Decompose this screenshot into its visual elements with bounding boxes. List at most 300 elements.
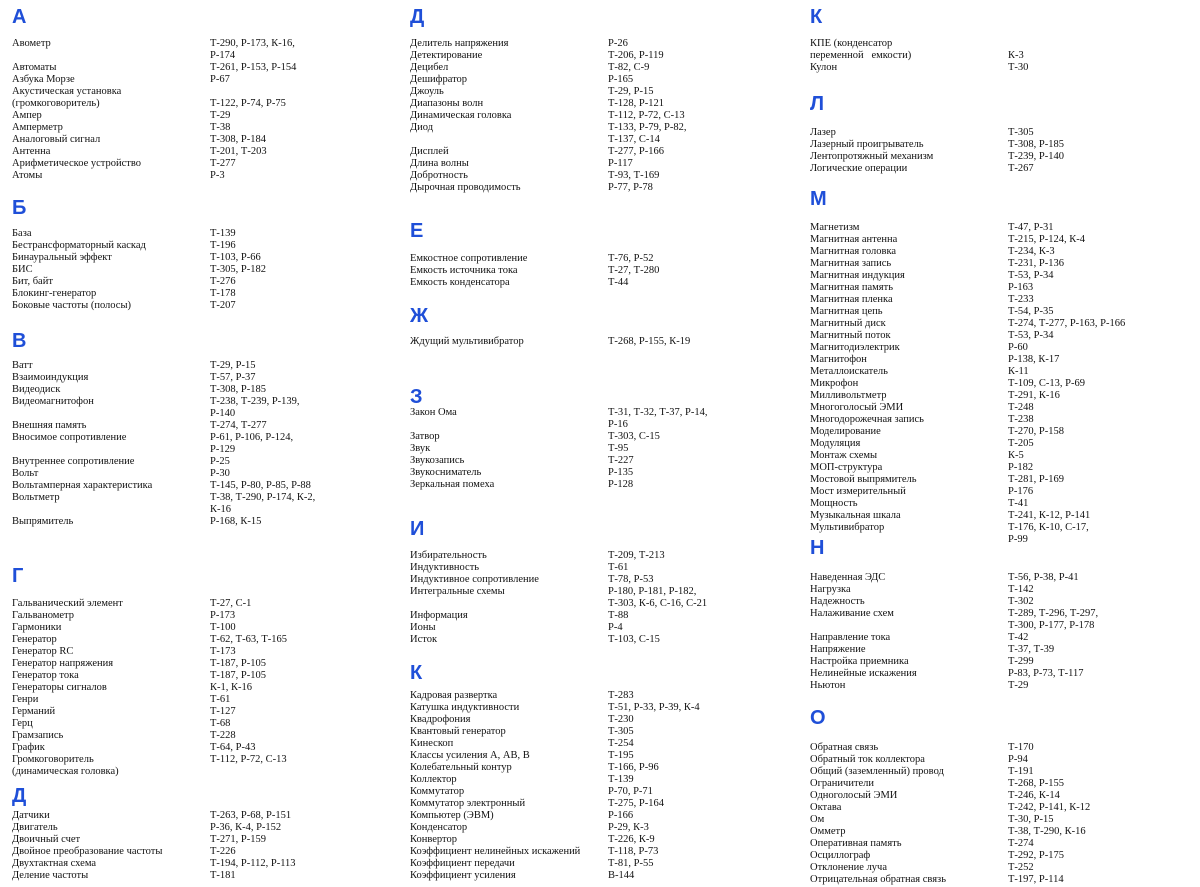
index-entry: [12, 622, 400, 634]
entry-term: Детектирование: [410, 50, 483, 61]
index-entry: [810, 850, 1200, 862]
entry-term: Кулон: [810, 62, 838, 73]
entry-page-refs: Т-118, Р-73: [608, 846, 659, 857]
entry-term: Октава: [810, 802, 842, 813]
entry-term: Антенна: [12, 146, 51, 157]
entry-term: Исток: [410, 634, 438, 645]
entry-term: База: [12, 228, 32, 239]
index-entry: [410, 846, 800, 858]
entry-page-refs: Т-230: [608, 714, 634, 725]
index-entry: [12, 396, 400, 420]
entry-term: Германий: [12, 706, 56, 717]
entry-term: Квантовый генератор: [410, 726, 506, 737]
index-entry: [810, 862, 1200, 874]
index-entry: [12, 110, 400, 122]
entry-page-refs: Т-166, Р-96: [608, 762, 659, 773]
entry-term: Вольтамперная характеристика: [12, 480, 153, 491]
index-entry: [410, 834, 800, 846]
entry-page-refs: Т-82, С-9: [608, 62, 650, 73]
entry-page-refs: Т-38: [210, 122, 231, 133]
entry-page-refs: Т-187, Р-105: [210, 670, 266, 681]
entry-term: БИС: [12, 264, 33, 275]
entry-term: Магнитная запись: [810, 258, 892, 269]
entry-page-refs: Т-277: [210, 158, 236, 169]
entry-term: Генератор RC: [12, 646, 74, 657]
entry-term: Лазер: [810, 127, 836, 138]
entry-page-refs: Т-274: [1008, 838, 1034, 849]
entry-page-refs: Т-112, Р-72, С-13: [608, 110, 685, 121]
entry-page-refs: Р-29, К-3: [608, 822, 649, 833]
index-entry: [12, 516, 400, 528]
index-entry: [410, 634, 800, 646]
index-entry: [12, 468, 400, 480]
entry-term: Коэффициент усиления: [410, 870, 516, 881]
entry-page-refs: Т-112, Р-72, С-13: [210, 754, 287, 765]
entry-term: Затвор: [410, 431, 440, 442]
entry-page-refs: Т-289, Т-296, Т-297, Т-300, Р-177, Р-178: [1008, 608, 1099, 631]
index-entry: [12, 718, 400, 730]
entry-term: Вольтметр: [12, 492, 60, 503]
entry-term: Направление тока: [810, 632, 891, 643]
entry-term: Генератор напряжения: [12, 658, 114, 669]
entry-term: Микрофон: [810, 378, 859, 389]
entry-term: Акустическая установка (громкоговоритель): [12, 86, 122, 109]
entry-page-refs: Т-252: [1008, 862, 1034, 873]
section-letter: К: [810, 6, 823, 28]
index-entry: [810, 246, 1200, 258]
entry-page-refs: Т-291, К-16: [1008, 390, 1060, 401]
index-entry: [410, 738, 800, 750]
entry-page-refs: Р-135: [608, 467, 634, 478]
entry-term: Блокинг-генератор: [12, 288, 97, 299]
entry-term: Дырочная проводимость: [410, 182, 521, 193]
entry-page-refs: Т-308, Р-184: [210, 134, 266, 145]
entry-term: Магнитофон: [810, 354, 867, 365]
entry-term: Звук: [410, 443, 431, 454]
entry-term: Конденсатор: [410, 822, 468, 833]
entry-page-refs: Р-77, Р-78: [608, 182, 653, 193]
entry-term: Генератор тока: [12, 670, 79, 681]
index-entry: [410, 690, 800, 702]
entry-term: Деление частоты: [12, 870, 89, 881]
entry-page-refs: Т-68: [210, 718, 231, 729]
entry-term: Звукозапись: [410, 455, 465, 466]
entry-page-refs: Т-30, Р-15: [1008, 814, 1054, 825]
entry-page-refs: Т-37, Т-39: [1008, 644, 1055, 655]
section-letter: З: [410, 386, 423, 408]
entry-term: Колебательный контур: [410, 762, 512, 773]
index-entry: [12, 276, 400, 288]
index-entry: [810, 151, 1200, 163]
entry-page-refs: Т-178: [210, 288, 236, 299]
index-entry: [12, 456, 400, 468]
entry-list: [410, 336, 800, 348]
entry-page-refs: Т-57, Р-37: [210, 372, 256, 383]
entry-term: Гальванометр: [12, 610, 75, 621]
entry-term: Коэффициент нелинейных искажений: [410, 846, 581, 857]
entry-term: Внутреннее сопротивление: [12, 456, 135, 467]
entry-page-refs: Т-173: [210, 646, 236, 657]
index-entry: [410, 810, 800, 822]
index-entry: [810, 450, 1200, 462]
entry-list: [12, 810, 400, 882]
entry-page-refs: Т-275, Р-164: [608, 798, 664, 809]
section-letter: Ж: [410, 305, 429, 327]
section-letter: М: [810, 188, 827, 210]
entry-term: Обратная связь: [810, 742, 879, 753]
entry-page-refs: Т-93, Т-169: [608, 170, 660, 181]
section-letter: Д: [12, 785, 27, 807]
index-entry: [810, 632, 1200, 644]
entry-term: Амперметр: [12, 122, 63, 133]
index-entry: [810, 366, 1200, 378]
index-entry: [810, 222, 1200, 234]
entry-page-refs: Т-197, Р-114: [1008, 874, 1064, 885]
index-entry: [12, 822, 400, 834]
index-entry: [12, 706, 400, 718]
entry-page-refs: Т-231, Р-136: [1008, 258, 1064, 269]
entry-term: Одноголосый ЭМИ: [810, 790, 898, 801]
index-entry: [410, 467, 800, 479]
entry-page-refs: Т-261, Р-153, Р-154: [210, 62, 297, 73]
index-entry: [410, 407, 800, 431]
entry-term: Логические операции: [810, 163, 908, 174]
entry-page-refs: Т-228: [210, 730, 236, 741]
entry-term: Магнитная индукция: [810, 270, 905, 281]
entry-list: [12, 38, 400, 182]
entry-term: Нелинейные искажения: [810, 668, 917, 679]
entry-term: Емкостное сопротивление: [410, 253, 528, 264]
index-entry: [410, 110, 800, 122]
entry-page-refs: Р-67: [210, 74, 230, 85]
index-entry: [810, 163, 1200, 175]
entry-page-refs: Т-239, Р-140: [1008, 151, 1064, 162]
index-entry: [12, 610, 400, 622]
entry-list: [12, 360, 400, 528]
entry-term: Дешифратор: [410, 74, 468, 85]
index-entry: [12, 228, 400, 240]
index-entry: [12, 146, 400, 158]
entry-page-refs: Т-53, Р-34: [1008, 330, 1054, 341]
index-entry: [810, 802, 1200, 814]
entry-term: Атомы: [12, 170, 43, 181]
entry-page-refs: Т-268, Р-155, К-19: [608, 336, 691, 347]
entry-term: График: [12, 742, 45, 753]
index-entry: [810, 498, 1200, 510]
index-entry: [410, 562, 800, 574]
index-entry: [12, 810, 400, 822]
entry-term: Кадровая развертка: [410, 690, 498, 701]
entry-list: [410, 407, 800, 491]
index-entry: [410, 277, 800, 289]
section-letter: Б: [12, 197, 27, 219]
entry-term: Лентопротяжный механизм: [810, 151, 934, 162]
entry-list: [12, 598, 400, 778]
index-entry: [410, 86, 800, 98]
section-letter: О: [810, 707, 826, 729]
entry-page-refs: К-5: [1008, 450, 1024, 461]
index-entry: [410, 858, 800, 870]
index-entry: [410, 822, 800, 834]
entry-term: Обратный ток коллектора: [810, 754, 925, 765]
index-entry: [12, 834, 400, 846]
index-entry: [810, 294, 1200, 306]
entry-page-refs: Т-61: [608, 562, 629, 573]
entry-page-refs: Т-241, К-12, Р-141: [1008, 510, 1091, 521]
index-entry: [12, 300, 400, 312]
index-entry: [410, 455, 800, 467]
entry-page-refs: Т-308, Р-185: [1008, 139, 1064, 150]
entry-page-refs: Т-103, Р-66: [210, 252, 261, 263]
index-entry: [12, 360, 400, 372]
entry-term: Индуктивность: [410, 562, 480, 573]
index-entry: [410, 253, 800, 265]
entry-page-refs: Т-263, Р-68, Р-151: [210, 810, 292, 821]
index-entry: [410, 786, 800, 798]
entry-page-refs: Т-274, Т-277: [210, 420, 267, 431]
entry-term: Общий (заземленный) провод: [810, 766, 944, 777]
entry-page-refs: Т-187, Р-105: [210, 658, 266, 669]
entry-page-refs: Т-226, К-9: [608, 834, 655, 845]
entry-page-refs: Р-70, Р-71: [608, 786, 653, 797]
index-entry: [810, 354, 1200, 366]
index-entry: [410, 98, 800, 110]
entry-term: Индуктивное сопротивление: [410, 574, 539, 585]
entry-page-refs: Т-128, Р-121: [608, 98, 664, 109]
entry-page-refs: Т-195: [608, 750, 634, 761]
entry-page-refs: Т-292, Р-175: [1008, 850, 1064, 861]
entry-page-refs: Р-117: [608, 158, 633, 169]
entry-page-refs: Т-191: [1008, 766, 1034, 777]
index-entry: [12, 730, 400, 742]
entry-term: Двигатель: [12, 822, 58, 833]
index-entry: [810, 258, 1200, 270]
entry-list: [410, 38, 800, 194]
entry-term: Герц: [12, 718, 33, 729]
entry-term: Магнитная антенна: [810, 234, 898, 245]
index-entry: [12, 646, 400, 658]
section-letter: Н: [810, 537, 825, 559]
index-entry: [810, 790, 1200, 802]
entry-term: Модуляция: [810, 438, 861, 449]
index-entry: [12, 658, 400, 670]
entry-term: Арифметическое устройство: [12, 158, 141, 169]
entry-page-refs: Т-267: [1008, 163, 1034, 174]
entry-term: Интегральные схемы: [410, 586, 505, 597]
entry-page-refs: Т-176, К-10, С-17, Р-99: [1008, 522, 1089, 545]
entry-term: Двойное преобразование частоты: [12, 846, 163, 857]
entry-page-refs: Т-206, Р-119: [608, 50, 664, 61]
entry-term: Взаимоиндукция: [12, 372, 89, 383]
entry-page-refs: Т-51, Р-33, Р-39, К-4: [608, 702, 700, 713]
entry-page-refs: Т-127: [210, 706, 236, 717]
entry-term: Многоголосый ЭМИ: [810, 402, 904, 413]
entry-term: Ампер: [12, 110, 42, 121]
entry-term: Азбука Морзе: [12, 74, 75, 85]
entry-term: Авометр: [12, 38, 51, 49]
entry-page-refs: Т-305, Р-182: [210, 264, 266, 275]
index-entry: [410, 336, 800, 348]
entry-term: Магнитная цепь: [810, 306, 883, 317]
index-entry: [410, 265, 800, 277]
entry-page-refs: Т-29, Р-15: [210, 360, 256, 371]
entry-page-refs: Т-207: [210, 300, 236, 311]
index-entry: [12, 74, 400, 86]
entry-term: Ом: [810, 814, 825, 825]
index-entry: [410, 443, 800, 455]
index-entry: [12, 288, 400, 300]
index-entry: [810, 414, 1200, 426]
index-entry: [810, 62, 1200, 74]
entry-page-refs: Р-173: [210, 610, 236, 621]
entry-term: Бестрансформаторный каскад: [12, 240, 146, 251]
entry-page-refs: Т-95: [608, 443, 629, 454]
index-entry: [12, 670, 400, 682]
entry-term: Многодорожечная запись: [810, 414, 924, 425]
entry-page-refs: Р-138, К-17: [1008, 354, 1060, 365]
entry-term: Кинескоп: [410, 738, 454, 749]
index-entry: [810, 778, 1200, 790]
entry-term: Гармоники: [12, 622, 62, 633]
entry-page-refs: К-1, К-16: [210, 682, 252, 693]
entry-page-refs: Т-100: [210, 622, 236, 633]
entry-term: Музыкальная шкала: [810, 510, 901, 521]
index-entry: [12, 432, 400, 456]
entry-page-refs: Р-4: [608, 622, 623, 633]
index-entry: [12, 86, 400, 110]
index-entry: [810, 139, 1200, 151]
index-entry: [810, 838, 1200, 850]
index-entry: [410, 762, 800, 774]
index-entry: [810, 282, 1200, 294]
entry-term: Дисплей: [410, 146, 449, 157]
entry-term: Осциллограф: [810, 850, 871, 861]
entry-term: Вносимое сопротивление: [12, 432, 127, 443]
section-letter: А: [12, 6, 27, 28]
index-entry: [12, 480, 400, 492]
index-entry: [12, 858, 400, 870]
entry-page-refs: Т-196: [210, 240, 236, 251]
entry-term: Классы усиления А, АВ, В: [410, 750, 530, 761]
entry-term: Диод: [410, 122, 434, 133]
entry-term: Двухтактная схема: [12, 858, 97, 869]
index-entry: [810, 596, 1200, 608]
entry-page-refs: Т-38, Т-290, К-16: [1008, 826, 1086, 837]
entry-term: Коэффициент передачи: [410, 858, 515, 869]
entry-term: Магнитодиэлектрик: [810, 342, 900, 353]
entry-term: Генри: [12, 694, 39, 705]
entry-term: Децибел: [410, 62, 449, 73]
index-entry: [12, 742, 400, 754]
entry-page-refs: Т-205: [1008, 438, 1034, 449]
entry-term: Длина волны: [410, 158, 469, 169]
index-entry: [410, 726, 800, 738]
entry-page-refs: Т-41: [1008, 498, 1029, 509]
entry-page-refs: Т-47, Р-31: [1008, 222, 1054, 233]
entry-term: Делитель напряжения: [410, 38, 509, 49]
entry-term: Аналоговый сигнал: [12, 134, 101, 145]
index-entry: [810, 402, 1200, 414]
index-entry: [810, 826, 1200, 838]
entry-page-refs: Т-305: [608, 726, 634, 737]
index-entry: [410, 479, 800, 491]
entry-term: Магнетизм: [810, 222, 860, 233]
index-entry: [410, 170, 800, 182]
entry-page-refs: Т-142: [1008, 584, 1034, 595]
entry-page-refs: Т-215, Р-124, К-4: [1008, 234, 1085, 245]
index-entry: [810, 127, 1200, 139]
entry-term: Лазерный проигрыватель: [810, 139, 924, 150]
section-letter: В: [12, 330, 27, 352]
index-entry: [410, 62, 800, 74]
entry-term: Видеодиск: [12, 384, 61, 395]
index-entry: [810, 668, 1200, 680]
entry-page-refs: Т-246, К-14: [1008, 790, 1060, 801]
entry-term: Вольт: [12, 468, 39, 479]
index-entry: [12, 492, 400, 516]
entry-term: Магнитный поток: [810, 330, 891, 341]
entry-page-refs: Т-283: [608, 690, 634, 701]
index-entry: [810, 874, 1200, 886]
entry-page-refs: Т-270, Р-158: [1008, 426, 1064, 437]
entry-list: [410, 550, 800, 646]
entry-page-refs: Р-176: [1008, 486, 1034, 497]
entry-term: Катушка индуктивности: [410, 702, 520, 713]
entry-page-refs: Т-238, Т-239, Р-139, Р-140: [210, 396, 300, 419]
section-letter: Л: [810, 93, 825, 115]
entry-page-refs: Р-94: [1008, 754, 1028, 765]
entry-page-refs: Т-209, Т-213: [608, 550, 665, 561]
entry-page-refs: Т-29: [210, 110, 231, 121]
entry-term: Настройка приемника: [810, 656, 909, 667]
entry-page-refs: К-11: [1008, 366, 1029, 377]
index-entry: [410, 38, 800, 50]
index-entry: [12, 264, 400, 276]
index-entry: [410, 182, 800, 194]
entry-term: Бит, байт: [12, 276, 53, 287]
index-entry: [12, 372, 400, 384]
entry-page-refs: Р-26: [608, 38, 628, 49]
entry-page-refs: Т-81, Р-55: [608, 858, 654, 869]
index-entry: [810, 608, 1200, 632]
entry-term: Звукосниматель: [410, 467, 482, 478]
entry-term: Магнитная память: [810, 282, 893, 293]
entry-term: Нагрузка: [810, 584, 851, 595]
entry-term: Коллектор: [410, 774, 457, 785]
entry-term: Мультивибратор: [810, 522, 885, 533]
index-entry: [810, 378, 1200, 390]
index-entry: [810, 270, 1200, 282]
index-entry: [810, 306, 1200, 318]
index-entry: [12, 846, 400, 858]
index-entry: [810, 742, 1200, 754]
entry-page-refs: Т-56, Р-38, Р-41: [1008, 572, 1079, 583]
entry-term: Металлоискатель: [810, 366, 888, 377]
entry-page-refs: Т-299: [1008, 656, 1034, 667]
entry-page-refs: Т-281, Р-169: [1008, 474, 1064, 485]
entry-page-refs: Р-25: [210, 456, 230, 467]
index-entry: [410, 870, 800, 882]
entry-term: Мостовой выпрямитель: [810, 474, 917, 485]
entry-page-refs: Т-271, Р-159: [210, 834, 266, 845]
entry-list: [810, 222, 1200, 546]
entry-page-refs: Т-302: [1008, 596, 1034, 607]
entry-term: Напряжение: [810, 644, 866, 655]
section-letter: Г: [12, 565, 24, 587]
index-entry: [810, 510, 1200, 522]
entry-page-refs: Т-242, Р-141, К-12: [1008, 802, 1091, 813]
index-entry: [810, 342, 1200, 354]
